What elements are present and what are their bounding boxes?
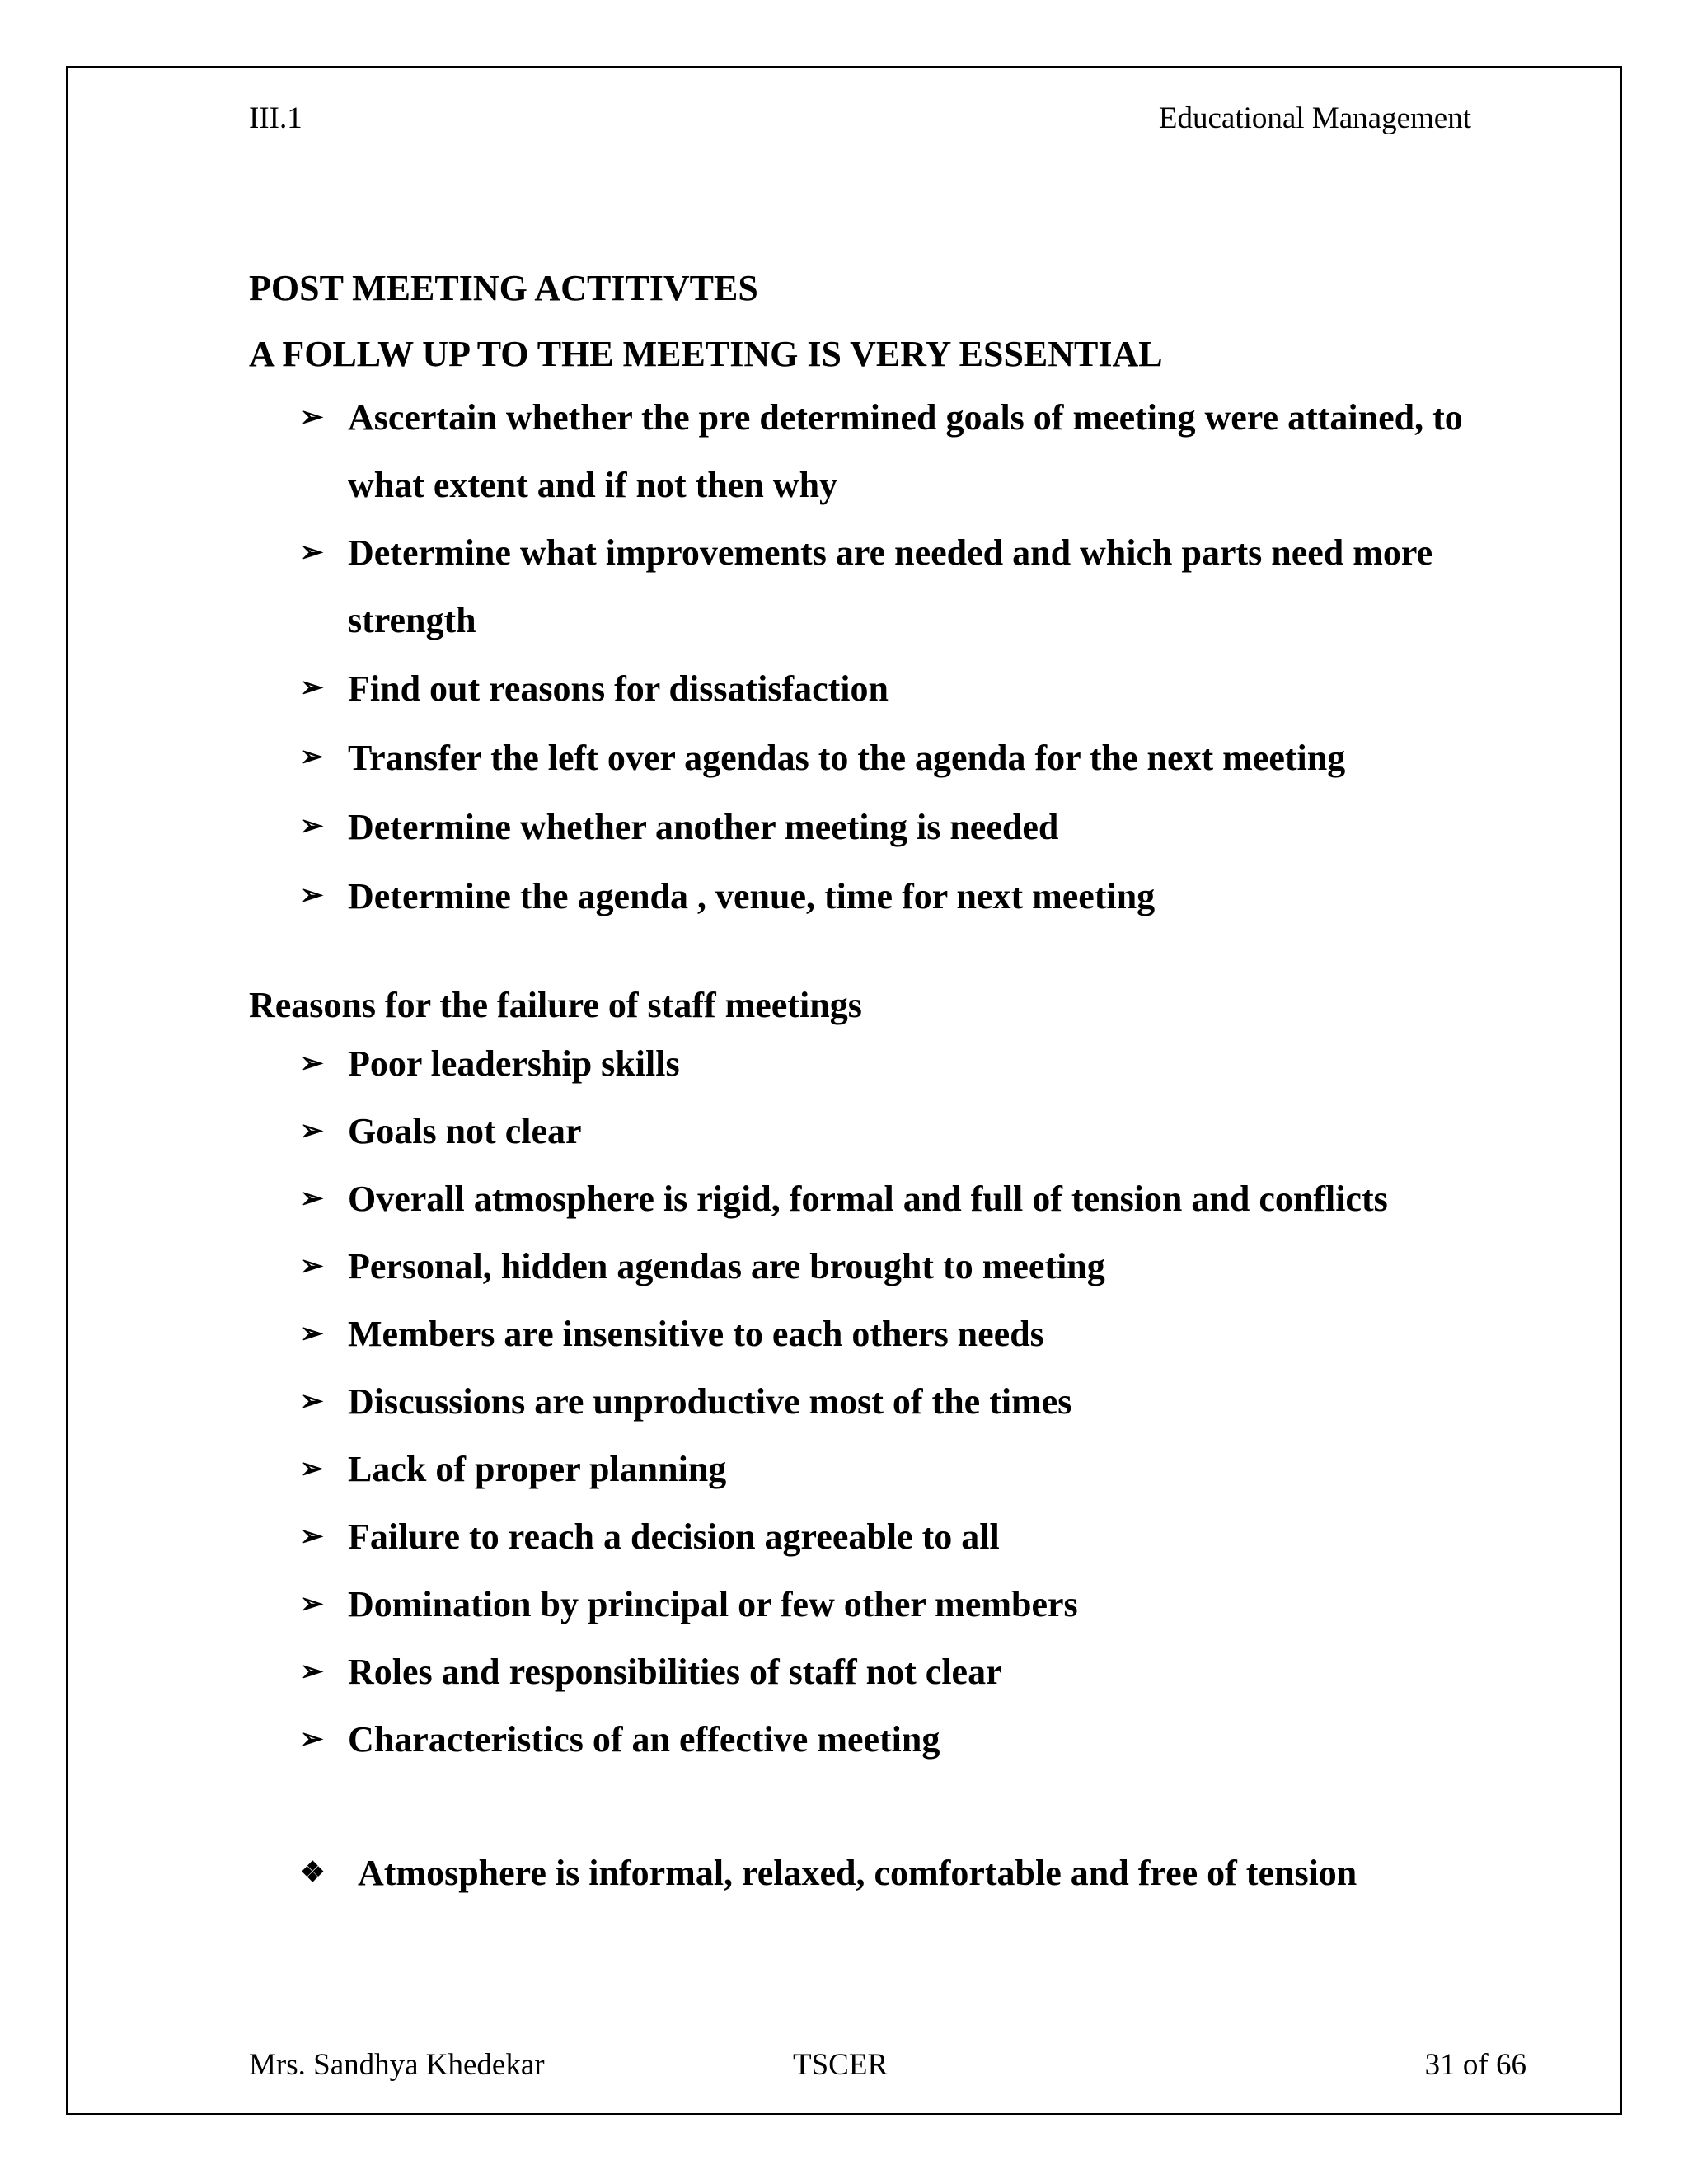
- list-item-text: Domination by principal or few other members: [348, 1584, 1078, 1624]
- list-item-text: Determine what improvements are needed and which parts need more strength: [348, 532, 1433, 640]
- list-item: [249, 1706, 1535, 1774]
- list-item: [249, 724, 1535, 793]
- arrow-bullet-icon: ➢: [300, 742, 324, 772]
- list-item: [249, 384, 1535, 519]
- list-item-text: Find out reasons for dissatisfaction: [348, 668, 889, 709]
- list-item-text: Poor leadership skills: [348, 1043, 680, 1084]
- effective-meeting-list: [249, 1840, 1535, 1907]
- header-section-number: III.1: [249, 101, 302, 135]
- footer-author: Mrs. Sandhya Khedekar: [249, 2048, 545, 2082]
- list-item-text: Discussions are unproductive most of the times: [348, 1381, 1072, 1422]
- arrow-bullet-icon: ➢: [300, 1724, 324, 1755]
- list-item-text: Members are insensitive to each others needs: [348, 1314, 1044, 1354]
- footer-institution: TSCER: [793, 2048, 889, 2082]
- list-item: [249, 1301, 1535, 1368]
- list-item-text: Goals not clear: [348, 1111, 582, 1151]
- list-item-text: Lack of proper planning: [348, 1449, 727, 1489]
- list-item: [249, 862, 1535, 931]
- list-item: [249, 1840, 1535, 1907]
- page-content: [249, 264, 1535, 1907]
- failure-reasons-list: [249, 1030, 1535, 1774]
- list-item: [249, 1638, 1535, 1706]
- spacer: [249, 1774, 1535, 1840]
- arrow-bullet-icon: ➢: [300, 537, 324, 568]
- list-item-text: Personal, hidden agendas are brought to meeting: [348, 1246, 1105, 1286]
- arrow-bullet-icon: ➢: [300, 1048, 324, 1079]
- arrow-bullet-icon: ➢: [300, 1251, 324, 1282]
- arrow-bullet-icon: ➢: [300, 1657, 324, 1687]
- arrow-bullet-icon: ➢: [300, 1589, 324, 1619]
- list-item: [249, 1503, 1535, 1571]
- list-item: [249, 1436, 1535, 1503]
- list-item: [249, 793, 1535, 862]
- arrow-bullet-icon: ➢: [300, 673, 324, 703]
- arrow-bullet-icon: ➢: [300, 1454, 324, 1484]
- header-subject: Educational Management: [1158, 101, 1471, 135]
- list-item-text: Transfer the left over agendas to the agenda for the next meeting: [348, 738, 1346, 778]
- arrow-bullet-icon: ➢: [300, 811, 324, 841]
- arrow-bullet-icon: ➢: [300, 1386, 324, 1417]
- diamond-bullet-icon: ❖: [300, 1858, 326, 1888]
- list-item-text: Atmosphere is informal, relaxed, comfortable and free of tension: [358, 1853, 1357, 1893]
- list-item-text: Failure to reach a decision agreeable to all: [348, 1516, 1000, 1557]
- list-item: [249, 1098, 1535, 1165]
- list-item: [249, 1571, 1535, 1638]
- list-item-text: Determine whether another meeting is needed: [348, 807, 1059, 847]
- section-title-post-meeting: POST MEETING ACTITIVTES: [249, 268, 758, 308]
- section-subtitle-follow-up: A FOLLW UP TO THE MEETING IS VERY ESSENTIAL: [249, 334, 1163, 374]
- list-item: [249, 519, 1535, 654]
- arrow-bullet-icon: ➢: [300, 402, 324, 433]
- list-item: [249, 1233, 1535, 1301]
- list-item-text: Roles and responsibilities of staff not clear: [348, 1652, 1002, 1692]
- arrow-bullet-icon: ➢: [300, 880, 324, 911]
- list-item: [249, 1368, 1535, 1436]
- list-item-text: Overall atmosphere is rigid, formal and full of tension and conflicts: [348, 1179, 1388, 1219]
- list-item: [249, 1030, 1535, 1098]
- list-item-text: Characteristics of an effective meeting: [348, 1719, 940, 1760]
- section-title-failure-reasons: Reasons for the failure of staff meetings: [249, 985, 862, 1025]
- list-item-text: Ascertain whether the pre determined goals of meeting were attained, to what extent and if not then why: [348, 397, 1463, 505]
- arrow-bullet-icon: ➢: [300, 1116, 324, 1146]
- list-item-text: Determine the agenda , venue, time for next meeting: [348, 876, 1156, 916]
- list-item: [249, 654, 1535, 724]
- footer-page-number: 31 of 66: [1424, 2048, 1526, 2082]
- arrow-bullet-icon: ➢: [300, 1319, 324, 1349]
- spacer: [249, 931, 1535, 981]
- post-meeting-list: [249, 384, 1535, 931]
- list-item: [249, 1165, 1535, 1233]
- arrow-bullet-icon: ➢: [300, 1183, 324, 1214]
- arrow-bullet-icon: ➢: [300, 1521, 324, 1552]
